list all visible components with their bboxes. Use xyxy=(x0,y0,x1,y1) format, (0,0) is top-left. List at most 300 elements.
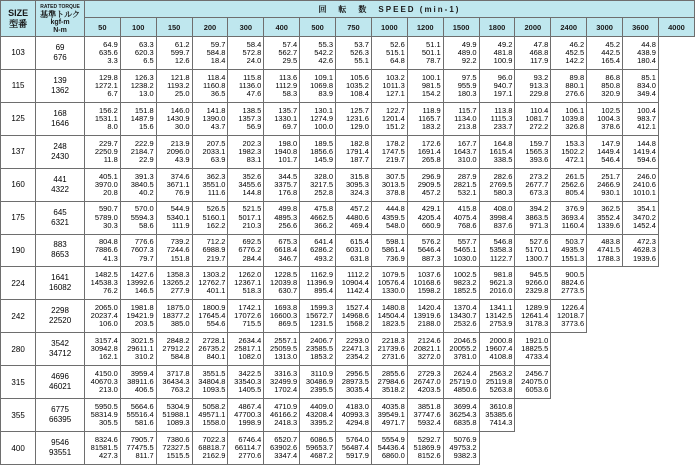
value-line-2: 9621.3 xyxy=(489,278,513,288)
value-line-2: 4480.6 xyxy=(345,212,369,222)
value-line-1: 51.1 xyxy=(426,39,441,49)
value-line-1: 352.6 xyxy=(242,171,262,181)
speed-value-cell xyxy=(443,168,479,201)
value-line-3: 76.9 xyxy=(174,187,190,197)
empty-cell xyxy=(587,267,623,300)
value-line-1: 100.4 xyxy=(637,105,656,115)
speed-value-cell xyxy=(371,267,407,300)
value-line-3: 1313.0 xyxy=(274,352,298,362)
value-line-1: 146.0 xyxy=(170,105,190,115)
value-line-3: 1702.4 xyxy=(274,385,298,395)
torque-nm-value: 2430 xyxy=(51,151,69,161)
speed-value-cell xyxy=(443,234,479,267)
value-line-3: 895.4 xyxy=(314,286,334,296)
value-line-3: 4687.2 xyxy=(310,451,334,461)
value-line-2: 51869.9 xyxy=(413,442,441,452)
value-line-3: 660.9 xyxy=(421,220,441,230)
value-line-3: 1339.6 xyxy=(597,220,621,230)
empty-cell xyxy=(623,300,659,333)
speed-value-cell xyxy=(228,168,264,201)
value-line-1: 444.8 xyxy=(386,204,405,214)
speed-value-cell xyxy=(371,300,407,333)
speed-value-cell xyxy=(407,366,443,399)
speed-value-cell xyxy=(551,135,587,168)
value-line-2: 1004.3 xyxy=(597,113,621,123)
value-line-1: 1742.1 xyxy=(238,303,262,313)
speed-value-cell xyxy=(371,432,407,465)
value-line-3: 7414.3 xyxy=(489,418,513,428)
value-line-2: 2184.7 xyxy=(130,146,154,156)
value-line-1: 1002.5 xyxy=(453,270,477,280)
value-line-2: 49753.2 xyxy=(449,442,477,452)
size-cell: 160 xyxy=(1,168,36,201)
value-line-1: 129.8 xyxy=(99,72,118,82)
value-line-2: 3998.4 xyxy=(489,212,513,222)
value-line-1: 156.2 xyxy=(99,105,118,115)
value-line-2: 19421.9 xyxy=(126,311,154,321)
value-line-3: 233.7 xyxy=(493,121,513,131)
rated-torque-cell xyxy=(36,432,85,465)
rated-torque-cell xyxy=(36,37,85,70)
value-line-1: 804.8 xyxy=(99,237,118,247)
table-row xyxy=(1,234,695,267)
value-line-1: 118.9 xyxy=(422,105,441,115)
value-line-3: 106.0 xyxy=(99,319,118,329)
speed-value-cell xyxy=(264,37,300,70)
value-line-1: 7905.7 xyxy=(130,434,154,444)
speed-value-cell xyxy=(228,432,264,465)
value-line-1: 900.5 xyxy=(565,270,585,280)
torque-kgfm-value: 1641 xyxy=(51,273,69,283)
value-line-1: 2406.7 xyxy=(310,336,334,346)
speed-value-cell xyxy=(407,300,443,333)
value-line-3: 111.9 xyxy=(171,220,190,230)
value-line-1: 362.5 xyxy=(601,204,621,214)
value-line-3: 272.2 xyxy=(529,121,549,131)
value-line-3: 493.2 xyxy=(314,253,334,263)
value-line-3: 5917.9 xyxy=(345,451,369,461)
value-line-3: 2016.0 xyxy=(489,286,513,296)
value-line-3: 78.7 xyxy=(426,56,441,65)
speed-value-cell xyxy=(192,37,228,70)
value-line-1: 692.5 xyxy=(242,237,262,247)
value-line-2: 2096.0 xyxy=(166,146,190,156)
speed-value-cell xyxy=(84,432,120,465)
value-line-3: 69.7 xyxy=(282,121,298,131)
value-line-3: 47.6 xyxy=(246,88,262,98)
value-line-2: 5160.1 xyxy=(202,212,226,222)
speed-header-cell: 100 xyxy=(120,18,156,37)
speed-value-cell xyxy=(336,37,372,70)
table-row xyxy=(1,69,695,102)
speed-value-cell xyxy=(407,168,443,201)
value-line-3: 3773.6 xyxy=(561,319,585,329)
value-line-1: 7022.3 xyxy=(202,434,226,444)
speed-value-cell xyxy=(192,432,228,465)
value-line-3: 58.3 xyxy=(282,88,298,98)
value-line-2: 19607.4 xyxy=(485,344,513,354)
value-line-3: 3518.2 xyxy=(381,385,405,395)
speed-value-cell xyxy=(264,135,300,168)
speed-header-cell: 2000 xyxy=(515,18,551,37)
value-line-1: 5076.9 xyxy=(453,434,477,444)
table-row xyxy=(1,366,695,399)
value-line-1: 5764.0 xyxy=(345,434,369,444)
speed-header-cell: 150 xyxy=(156,18,192,37)
empty-cell xyxy=(551,432,587,465)
speed-value-cell xyxy=(479,267,515,300)
value-line-1: 546.8 xyxy=(493,237,513,247)
speed-value-cell xyxy=(443,366,479,399)
speed-value-cell xyxy=(407,69,443,102)
value-line-2: 7607.3 xyxy=(130,245,154,255)
value-line-1: 472.3 xyxy=(637,237,656,247)
value-line-2: 1565.3 xyxy=(525,146,549,156)
value-line-1: 261.5 xyxy=(565,171,585,181)
rated-torque-cell xyxy=(36,102,85,135)
speed-header-cell: 750 xyxy=(336,18,372,37)
speed-value-cell xyxy=(120,333,156,366)
empty-cell xyxy=(658,234,694,267)
value-line-1: 1482.5 xyxy=(94,270,118,280)
value-line-3: 305.5 xyxy=(99,418,118,428)
speed-value-cell xyxy=(623,69,659,102)
value-line-2: 5017.1 xyxy=(238,212,262,222)
value-line-1: 4035.8 xyxy=(381,401,405,411)
value-line-3: 25.0 xyxy=(174,88,190,98)
speed-value-cell xyxy=(192,366,228,399)
value-line-2: 24075.0 xyxy=(521,377,549,387)
speed-header-cell: 300 xyxy=(228,18,264,37)
value-line-3: 580.3 xyxy=(493,187,513,197)
value-line-1: 408.0 xyxy=(493,204,513,214)
speed-value-cell xyxy=(120,300,156,333)
speed-value-cell xyxy=(228,201,264,234)
value-line-1: 97.5 xyxy=(461,72,477,82)
value-line-3: 2188.0 xyxy=(417,319,441,329)
value-line-3: 24.0 xyxy=(246,56,262,65)
value-line-1: 273.2 xyxy=(529,171,549,181)
speed-value-cell xyxy=(587,234,623,267)
speed-value-cell xyxy=(515,333,551,366)
value-line-3: 840.1 xyxy=(206,352,226,362)
value-line-3: 180.4 xyxy=(637,56,656,65)
value-line-1: 557.7 xyxy=(457,237,477,247)
value-line-1: 130.1 xyxy=(314,105,334,115)
speed-value-cell xyxy=(407,333,443,366)
speed-header-cell: 4000 xyxy=(658,18,694,37)
value-line-1: 394.2 xyxy=(529,204,549,214)
value-line-2: 6776.2 xyxy=(238,245,262,255)
value-line-3: 56.9 xyxy=(246,121,262,131)
value-line-1: 2065.0 xyxy=(94,303,118,313)
speed-value-cell xyxy=(623,201,659,234)
value-line-3: 11.8 xyxy=(103,154,118,164)
value-line-3: 151.8 xyxy=(170,253,190,263)
value-line-2: 10904.4 xyxy=(341,278,369,288)
torque-kgfm-value: 645 xyxy=(53,207,67,217)
value-line-3: 3347.4 xyxy=(274,451,298,461)
value-line-2: 12367.1 xyxy=(234,278,262,288)
value-line-1: 3717.8 xyxy=(166,369,190,379)
value-line-3: 63.9 xyxy=(210,154,226,164)
value-line-3: 811.7 xyxy=(135,451,154,461)
value-line-1: 47.8 xyxy=(533,39,549,49)
value-line-2: 3693.4 xyxy=(561,212,585,222)
value-line-1: 198.0 xyxy=(278,138,298,148)
value-line-2: 834.0 xyxy=(637,80,656,90)
value-line-1: 110.4 xyxy=(530,105,549,115)
value-line-1: 3959.4 xyxy=(130,369,154,379)
value-line-3: 29.5 xyxy=(282,56,298,65)
size-cell: 242 xyxy=(1,300,36,333)
value-line-1: 138.5 xyxy=(242,105,262,115)
speed-value-cell xyxy=(587,201,623,234)
value-line-3: 6835.8 xyxy=(453,418,477,428)
speed-value-cell xyxy=(371,333,407,366)
value-line-1: 287.9 xyxy=(457,171,477,181)
value-line-3: 41.3 xyxy=(103,253,118,263)
speed-value-cell xyxy=(371,102,407,135)
speed-value-cell xyxy=(120,234,156,267)
value-line-2: 37747.6 xyxy=(413,410,441,420)
speed-header-cell: 2400 xyxy=(551,18,587,37)
value-line-3: 310.2 xyxy=(134,352,154,362)
value-line-3: 554.6 xyxy=(206,319,226,329)
value-line-3: 2532.6 xyxy=(453,319,477,329)
speed-value-cell xyxy=(84,366,120,399)
value-line-2: 542.2 xyxy=(314,47,334,57)
value-line-2: 2769.5 xyxy=(489,179,513,189)
value-line-1: 3110.9 xyxy=(310,369,334,379)
value-line-3: 4203.5 xyxy=(417,385,441,395)
value-line-3: 338.5 xyxy=(493,154,513,164)
value-line-2: 1112.9 xyxy=(275,80,298,90)
speed-value-cell xyxy=(551,37,587,70)
value-line-2: 1274.9 xyxy=(310,113,334,123)
value-line-3: 252.8 xyxy=(314,187,334,197)
value-line-2: 12018.7 xyxy=(557,311,585,321)
value-line-1: 457.2 xyxy=(350,204,369,214)
value-line-1: 3316.3 xyxy=(274,369,298,379)
value-line-2: 59653.7 xyxy=(305,442,334,452)
value-line-3: 6.5 xyxy=(143,56,154,65)
value-line-3: 378.8 xyxy=(386,187,405,197)
value-line-1: 5304.9 xyxy=(166,401,190,411)
value-line-1: 1800.9 xyxy=(202,303,226,313)
table-row xyxy=(1,102,695,135)
speed-value-cell xyxy=(479,300,515,333)
empty-cell xyxy=(479,432,515,465)
speed-value-cell xyxy=(228,267,264,300)
value-line-3: 1160.4 xyxy=(561,220,585,230)
value-line-3: 12.6 xyxy=(174,56,190,65)
value-line-2: 34804.8 xyxy=(198,377,226,387)
value-line-1: 5950.5 xyxy=(94,401,118,411)
value-line-3: 971.3 xyxy=(529,220,549,230)
value-line-3: 2329.8 xyxy=(525,286,549,296)
torque-kgfm-value: 3542 xyxy=(51,339,69,349)
value-line-2: 955.9 xyxy=(457,80,477,90)
value-line-1: 5292.7 xyxy=(417,434,441,444)
torque-nm-value: 22520 xyxy=(48,316,72,326)
value-line-3: 1452.4 xyxy=(632,220,656,230)
speed-value-cell xyxy=(336,399,372,432)
value-line-2: 5646.4 xyxy=(417,245,441,255)
value-line-3: 2418.3 xyxy=(274,418,298,428)
value-line-2: 2677.7 xyxy=(525,179,549,189)
value-line-2: 9823.2 xyxy=(453,278,477,288)
speed-value-cell xyxy=(587,168,623,201)
speed-value-cell xyxy=(84,102,120,135)
table-row xyxy=(1,300,695,333)
table-row xyxy=(1,135,695,168)
speed-value-cell xyxy=(300,37,336,70)
value-line-1: 3851.8 xyxy=(417,401,441,411)
value-line-3: 469.4 xyxy=(350,220,369,230)
value-line-2: 11396.9 xyxy=(306,278,334,288)
value-line-2: 5170.1 xyxy=(525,245,549,255)
value-line-1: 3551.5 xyxy=(202,369,226,379)
size-cell: 125 xyxy=(1,102,36,135)
value-line-3: 76.2 xyxy=(103,286,118,296)
value-line-3: 869.5 xyxy=(278,319,298,329)
value-line-2: 38911.6 xyxy=(127,377,154,387)
speed-value-cell xyxy=(156,102,192,135)
value-line-3: 5263.8 xyxy=(489,385,513,395)
table-body xyxy=(1,37,695,465)
value-line-3: 349.4 xyxy=(637,88,656,98)
value-line-1: 344.5 xyxy=(278,171,298,181)
value-line-1: 641.4 xyxy=(314,237,334,247)
value-line-3: 736.9 xyxy=(386,253,405,263)
value-line-3: 13.0 xyxy=(139,88,154,98)
table-row xyxy=(1,333,695,366)
empty-cell xyxy=(658,168,694,201)
value-line-2: 16600.3 xyxy=(270,311,298,321)
value-line-2: 850.8 xyxy=(601,80,621,90)
value-line-3: 346.7 xyxy=(278,253,298,263)
value-line-1: 57.4 xyxy=(282,39,298,49)
value-line-3: 8.0 xyxy=(107,121,118,131)
value-line-2: 77475.5 xyxy=(126,442,154,452)
value-line-3: 1300.7 xyxy=(525,253,549,263)
speed-value-cell xyxy=(120,102,156,135)
value-line-3: 2395.5 xyxy=(310,385,334,395)
value-line-1: 6520.7 xyxy=(274,434,298,444)
value-line-1: 4867.4 xyxy=(238,401,262,411)
value-line-1: 202.3 xyxy=(242,138,262,148)
value-line-3: 1082.0 xyxy=(238,352,262,362)
value-line-2: 1134.0 xyxy=(454,113,477,123)
value-line-1: 2563.2 xyxy=(489,369,513,379)
value-line-1: 164.8 xyxy=(493,138,513,148)
value-line-1: 3021.5 xyxy=(130,336,154,346)
table-row xyxy=(1,168,695,201)
rated-torque-cell xyxy=(36,333,85,366)
speed-value-cell xyxy=(371,201,407,234)
value-line-1: 1358.3 xyxy=(166,270,190,280)
torque-kgfm-value: 441 xyxy=(53,174,67,184)
value-line-3: 210.3 xyxy=(242,220,262,230)
value-line-3: 4850.6 xyxy=(453,385,477,395)
speed-value-cell xyxy=(156,300,192,333)
value-line-2: 40670.3 xyxy=(90,377,118,387)
speed-value-cell xyxy=(336,69,372,102)
value-line-2: 3470.2 xyxy=(632,212,656,222)
empty-cell xyxy=(587,432,623,465)
value-line-2: 1615.4 xyxy=(489,146,513,156)
speed-value-cell xyxy=(443,333,479,366)
value-line-2: 1069.8 xyxy=(310,80,334,90)
value-line-2: 981.5 xyxy=(421,80,441,90)
value-line-1: 246.0 xyxy=(637,171,656,181)
value-line-3: 79.7 xyxy=(139,253,154,263)
speed-value-cell xyxy=(264,69,300,102)
torque-kgfm-value: 883 xyxy=(53,240,67,250)
value-line-2: 51988.1 xyxy=(162,410,190,420)
speed-header-cell: 400 xyxy=(264,18,300,37)
speed-value-cell xyxy=(407,234,443,267)
value-line-1: 6086.5 xyxy=(310,434,334,444)
empty-cell xyxy=(515,432,551,465)
value-line-2: 515.1 xyxy=(386,47,405,57)
value-line-2: 63902.6 xyxy=(270,442,298,452)
table-row xyxy=(1,432,695,465)
value-line-3: 4733.4 xyxy=(525,352,549,362)
value-line-2: 940.7 xyxy=(493,80,513,90)
value-line-2: 452.5 xyxy=(565,47,585,57)
speed-value-cell xyxy=(407,201,443,234)
value-line-2: 1390.0 xyxy=(202,113,226,123)
value-line-1: 106.1 xyxy=(565,105,585,115)
empty-cell xyxy=(623,399,659,432)
speed-value-cell xyxy=(228,69,264,102)
value-line-2: 4628.3 xyxy=(632,245,656,255)
value-line-3: 3272.0 xyxy=(417,352,441,362)
value-line-2: 17072.6 xyxy=(234,311,262,321)
torque-kgfm-value: 9546 xyxy=(51,438,69,448)
speed-value-cell xyxy=(515,201,551,234)
value-line-3: 837.6 xyxy=(493,220,513,230)
value-line-3: 108.4 xyxy=(350,88,369,98)
value-line-3: 3395.2 xyxy=(310,418,334,428)
value-line-2: 620.3 xyxy=(134,47,154,57)
rated-torque-cell xyxy=(36,168,85,201)
value-line-2: 26735.2 xyxy=(198,344,226,354)
speed-value-cell xyxy=(479,201,515,234)
value-line-2: 20055.2 xyxy=(449,344,477,354)
speed-value-cell xyxy=(84,267,120,300)
value-line-3: 427.3 xyxy=(99,451,118,461)
value-line-3: 43.7 xyxy=(210,121,226,131)
value-line-1: 182.8 xyxy=(350,138,369,148)
value-line-1: 125.7 xyxy=(350,105,369,115)
speed-value-cell xyxy=(120,168,156,201)
speed-value-cell xyxy=(228,366,264,399)
value-line-1: 2000.8 xyxy=(489,336,513,346)
value-line-1: 315.8 xyxy=(350,171,369,181)
speed-value-cell xyxy=(156,201,192,234)
speed-value-cell xyxy=(551,102,587,135)
value-line-1: 2124.6 xyxy=(417,336,441,346)
value-line-1: 4409.0 xyxy=(310,401,334,411)
value-line-2: 17645.4 xyxy=(198,311,226,321)
value-line-3: 162.2 xyxy=(206,220,226,230)
speed-value-cell xyxy=(156,432,192,465)
speed-value-cell xyxy=(443,102,479,135)
speed-value-cell xyxy=(120,201,156,234)
